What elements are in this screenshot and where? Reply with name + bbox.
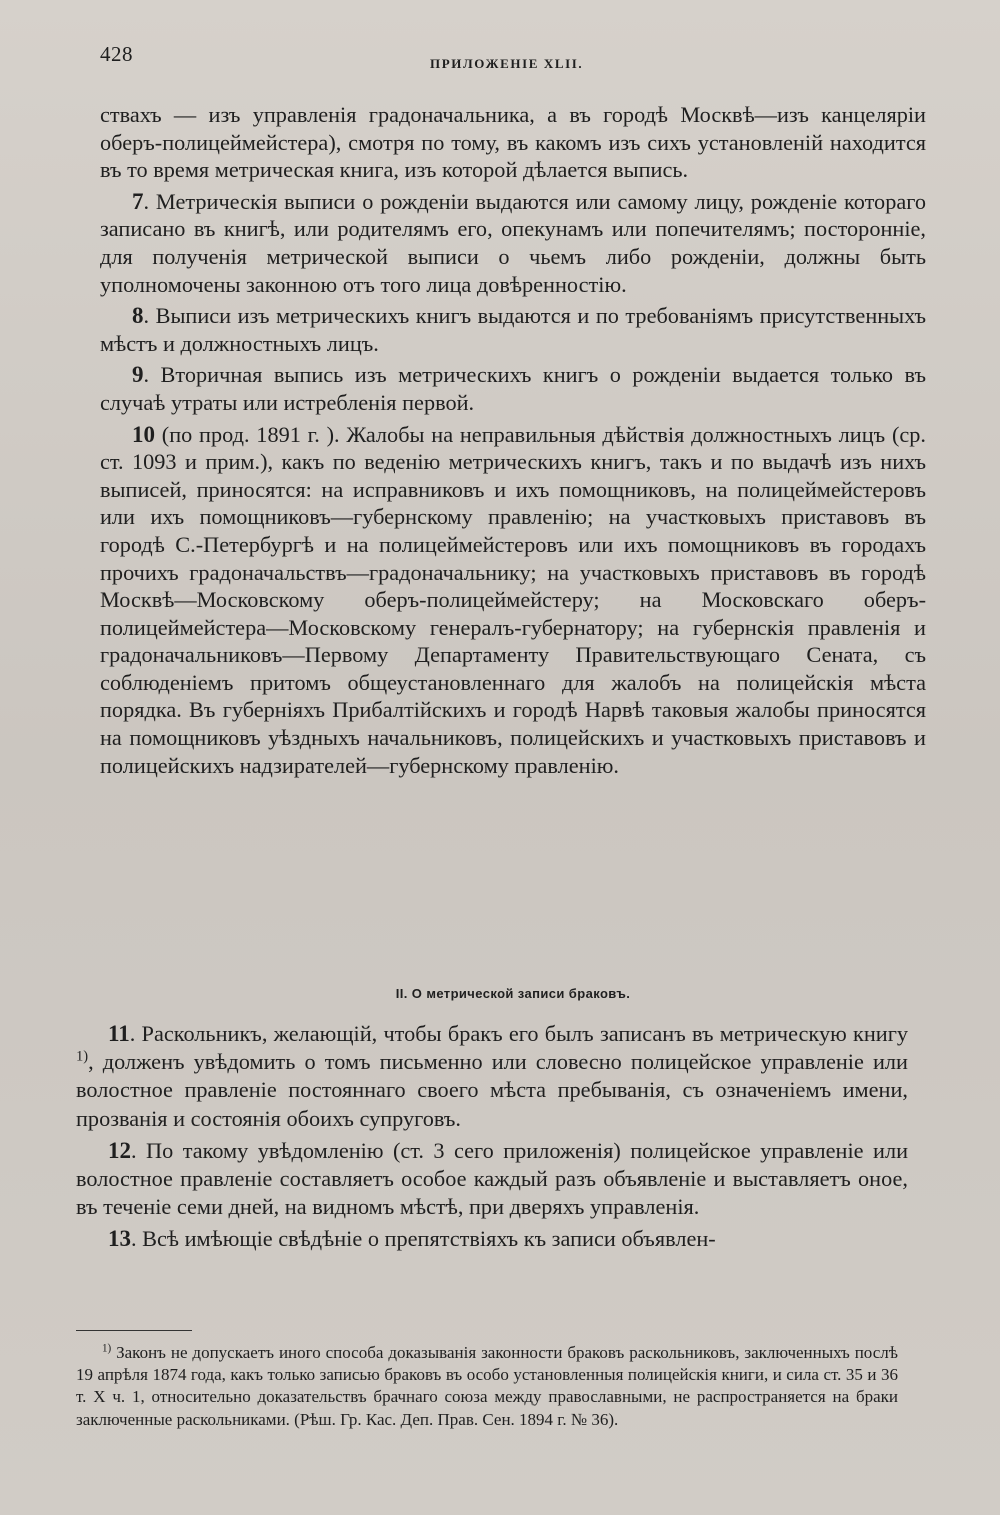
article-number: 10 xyxy=(132,421,155,447)
footnote-divider xyxy=(76,1330,192,1331)
article-12 xyxy=(76,1137,908,1222)
section-heading: II. О метрической записи браковъ. xyxy=(395,986,631,1001)
article-text-continued: , долженъ увѣдомить о томъ письменно или словесно полицейское управленіе или волостное правленіе постояннаго своего мѣста пребыванія, съ означеніемъ имени, прозванія и состоянія обоихъ супруговъ. xyxy=(76,1049,908,1131)
running-head xyxy=(100,42,930,76)
article-13 xyxy=(76,1225,908,1253)
running-head-title: ПРИЛОЖЕНІЕ XLII. xyxy=(430,56,584,71)
article-number: 8 xyxy=(132,303,144,329)
article-number: 7 xyxy=(132,188,144,214)
article-7 xyxy=(100,188,926,298)
article-8 xyxy=(100,302,926,357)
article-text: . По такому увѣдомленію (ст. 3 сего приложенія) полицейское управленіе или волостное правленіе составляетъ особое каждый разъ объявленіе и выставляетъ оное, въ теченіе семи дней, на видномъ мѣстѣ, при дверяхъ управленія. xyxy=(76,1137,908,1220)
article-9 xyxy=(100,361,926,416)
article-text: . Раскольникъ, желающій, чтобы бракъ его былъ записанъ въ метрическую книгу xyxy=(129,1021,908,1046)
paragraph-continuation xyxy=(100,101,926,184)
article-text: . Выписи изъ метрическихъ книгъ выдаются и по требованіямъ присутственныхъ мѣстъ и должностныхъ лицъ. xyxy=(100,303,926,356)
article-text: . Вторичная выпись изъ метрическихъ книгъ о рожденіи выдается только въ случаѣ утраты или истребленія первой. xyxy=(100,362,926,415)
article-11 xyxy=(76,1020,908,1133)
article-text: . Метрическія выписи о рожденіи выдаются или самому лицу, рожденіе котораго записано въ книгѣ, или родителямъ его, опекунамъ или попечителямъ; посторонніе, для полученія метрической выписи о чьемъ либо рожденіи, должны быть уполномочены законною отъ того лица довѣренностію. xyxy=(100,188,926,297)
article-text: . Всѣ имѣющіе свѣдѣніе о препятствіяхъ къ записи объявлен- xyxy=(131,1226,716,1252)
article-number: 13 xyxy=(108,1226,131,1252)
article-number: 11 xyxy=(108,1021,130,1046)
article-10 xyxy=(100,421,926,780)
paragraph-text: ствахъ — изъ управленія градоначальника, а въ городѣ Москвѣ—изъ канцеляріи оберъ-полицеймейстера), смотря по тому, въ какомъ изъ сихъ установленій находится въ то время метрическая книга, изъ которой дѣлается выпись. xyxy=(100,102,926,183)
main-text-upper xyxy=(100,101,926,779)
footnote-reference: 1) xyxy=(76,1048,89,1065)
article-number: 9 xyxy=(132,362,144,388)
footnote-mark: 1) xyxy=(102,1342,112,1355)
footnote-text: Законъ не допускаетъ иного способа доказыванія законности браковъ раскольниковъ, заключенныхъ послѣ 19 апрѣля 1874 года, какъ только записью браковъ въ особо установленныя полицейскія книги, и сила ст. 35 и 36 т. X ч. 1, относительно доказательствъ брачнаго союза между православными, не распространяется на браки заключенные раскольниками. (Рѣш. Гр. Кас. Деп. Прав. Сен. 1894 г. № 36). xyxy=(76,1343,898,1429)
article-text: (по прод. 1891 г. ). Жалобы на неправильныя дѣйствія должностныхъ лицъ (ср. ст. 1093 и прим.), какъ по веденію метрическихъ книгъ, такъ и по выдачѣ изъ нихъ выписей, приносятся: на исправниковъ и ихъ помощниковъ, на полицеймейстеровъ или ихъ помощниковъ—губернскому правленію; на участковыхъ приставовъ въ городѣ С.-Петербургѣ и на полицеймейстеровъ или ихъ помощниковъ въ городахъ прочихъ градоначальствъ—градоначальнику; на участковыхъ приставовъ въ городѣ Москвѣ—Московскому оберъ-полицеймейстеру; на Московскаго оберъ-полицеймейстера—Московскому генералъ-губернатору; на губернскія правленія и градоначальниковъ—Первому Департаменту Правительствующаго Сената, съ соблюденіемъ притомъ общеустановленнаго для жалобъ на полицейскія мѣста порядка. Въ губерніяхъ Прибалтійскихъ и городѣ Нарвѣ таковыя жалобы приносятся на помощниковъ уѣздныхъ начальниковъ, полицейскихъ и участковыхъ приставовъ и полицейскихъ надзирателей—губернскому правленію. xyxy=(100,421,926,778)
main-text-lower xyxy=(76,1020,908,1254)
article-number: 12 xyxy=(108,1137,131,1163)
page-number: 428 xyxy=(100,42,133,66)
footnote xyxy=(76,1342,898,1431)
